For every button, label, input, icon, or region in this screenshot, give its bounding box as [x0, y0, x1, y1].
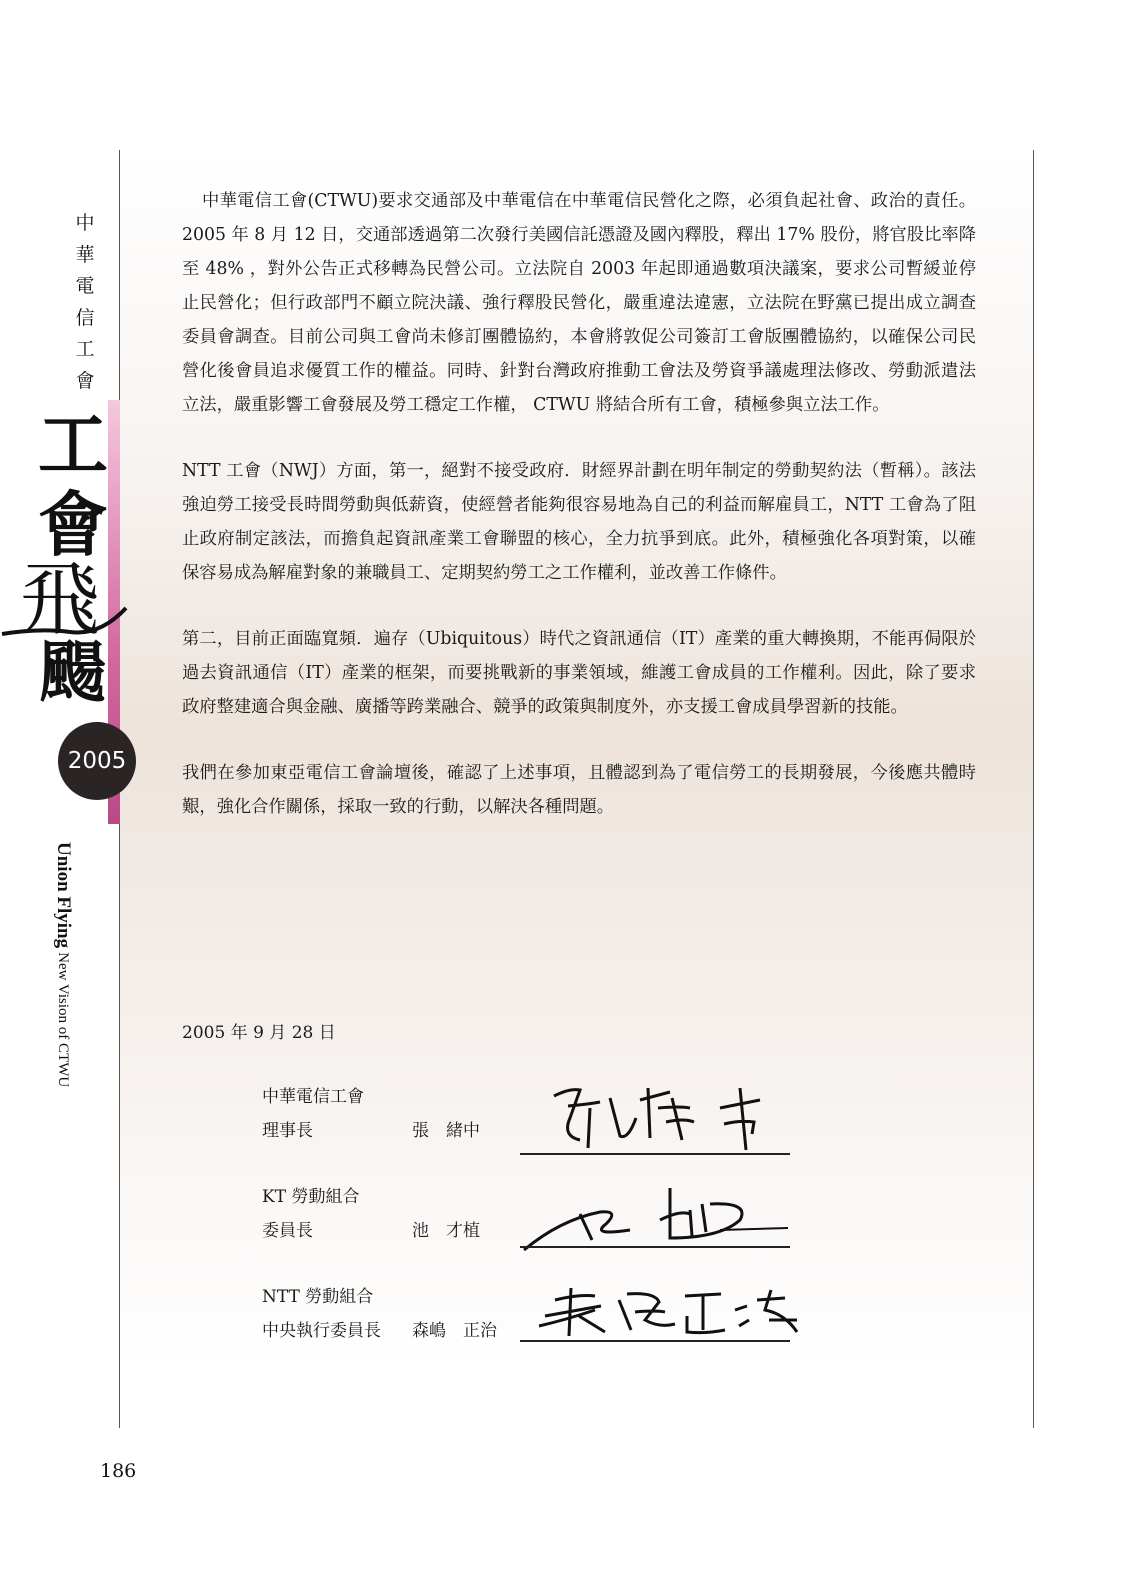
signature-line-1: [520, 1153, 790, 1155]
subtitle-en-main: Union Flying: [53, 842, 74, 949]
sidebar-english-subtitle: [52, 842, 74, 1087]
signature-line-2: [520, 1246, 790, 1248]
signature-3: [535, 1280, 810, 1342]
sidebar-vertical-title: 中 華 電 信 工 會: [75, 212, 95, 392]
signatory-name: 森嶋 正治: [412, 1321, 497, 1341]
main-text: [182, 184, 976, 856]
union-logo: [0, 404, 140, 711]
logo-swash: [0, 598, 130, 648]
subtitle-en-sub: New Vision of CTWU: [55, 952, 71, 1088]
logo-char-1: 工: [38, 404, 108, 486]
paragraph: 第二，目前正面臨寬頻．遍存（Ubiquitous）時代之資訊通信（IT）產業的重大轉換期，不能再侷限於過去資訊通信（IT）產業的框架，而要挑戰新的事業領域，維護工會成員的工作權利。因此，除了要求政府整建適合與金融、廣播等跨業融合、競爭的政策與制度外，亦支援工會成員學習新的技能。: [182, 629, 976, 717]
signatory-1: [262, 1080, 512, 1148]
signatory-title: 委員長: [262, 1221, 313, 1241]
signatory-title: 中央執行委員長: [262, 1321, 381, 1341]
signature-line-3: [520, 1340, 790, 1342]
paragraph: 中華電信工會(CTWU)要求交通部及中華電信在中華電信民營化之際，必須負起社會、政治的責任。 2005 年 8 月 12 日，交通部透過第二次發行美國信託憑證及國內釋股，釋出 17% 股份，將官股比率降至 48% ，對外公告正式移轉為民營公司。立法院自 2003 年起即通過數項決議案，要求公司暫緩並停止民營化；但行政部門不顧立院決議、強行釋股民營化，嚴重違法違憲，立法院在野黨已提出成立調查委員會調查。目前公司與工會尚未修訂團體協約，本會將敦促公司簽訂工會版團體協約，以確保公司民營化後會員追求優質工作的權益。同時、針對台灣政府推動工會法及勞資爭議處理法修改、勞動派遣法立法，嚴重影響工會發展及勞工穩定工作權， CTWU 將結合所有工會，積極參與立法工作。: [182, 191, 976, 415]
signatory-org: 中華電信工會: [262, 1087, 364, 1107]
logo-char-4: 颺: [40, 634, 106, 711]
signatory-3: [262, 1280, 512, 1348]
page-number: 186: [100, 1460, 137, 1482]
document-date: 2005 年 9 月 28 日: [182, 1023, 336, 1043]
signatory-2: [262, 1180, 512, 1248]
right-rule: [1033, 150, 1034, 1428]
signature-1: [540, 1078, 780, 1153]
signatory-org: NTT 勞動組合: [262, 1287, 374, 1307]
paragraph: 我們在參加東亞電信工會論壇後，確認了上述事項，且體認到為了電信勞工的長期發展，今後應共體時艱，強化合作關係，採取一致的行動，以解決各種問題。: [182, 763, 976, 817]
signatory-title: 理事長: [262, 1121, 313, 1141]
signatory-name: 池 才植: [412, 1221, 480, 1241]
logo-char-2: 會: [38, 484, 108, 566]
logo-char-3: 飛: [20, 553, 100, 646]
signatory-name: 張 緒中: [412, 1121, 480, 1141]
signature-2: [520, 1180, 790, 1260]
signatory-org: KT 勞動組合: [262, 1187, 360, 1207]
year-badge: 2005: [58, 722, 136, 800]
paragraph: NTT 工會（NWJ）方面，第一，絕對不接受政府．財經界計劃在明年制定的勞動契約法（暫稱）。該法強迫勞工接受長時間勞動與低薪資，使經營者能夠很容易地為自己的利益而解雇員工，NTT 工會為了阻止政府制定該法，而擔負起資訊產業工會聯盟的核心，全力抗爭到底。此外，積極強化各項對策，以確保容易成為解雇對象的兼職員工、定期契約勞工之工作權利，並改善工作條件。: [182, 461, 976, 583]
